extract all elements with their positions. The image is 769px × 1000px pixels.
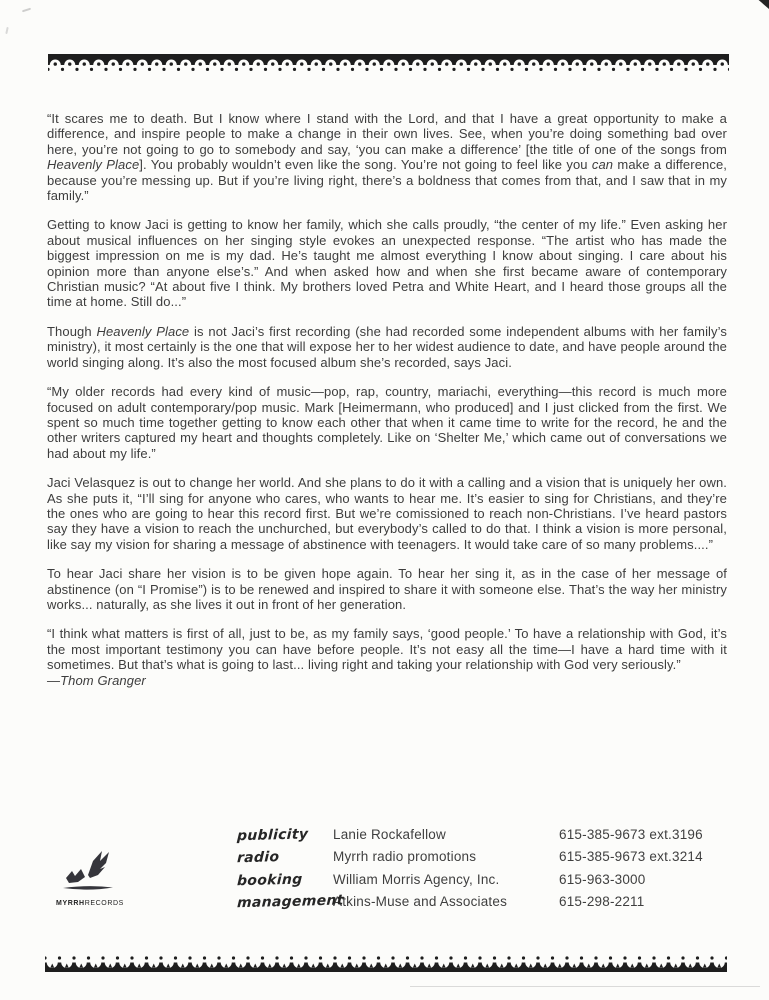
contact-phone: 615-298-2211 <box>559 894 645 910</box>
scan-line-artifact <box>410 986 760 987</box>
dove-mark-icon <box>55 845 125 893</box>
contact-label: management <box>236 892 345 912</box>
body-paragraph: “It scares me to death. But I know where I stand with the Lord, and that I have a great opportunity to make a difference, and inspire people to make a change in their own lives. See, when you’re doing something bad over here, you’re not going to go to somebody and say, ‘you can make a difference’ [the title of one of the songs from Heavenly Place]. You probably wouldn’t even like the song. You’re not going to feel like you can make a difference, because you’re messing up. But if you’re living right, there’s a boldness that comes from that, and I saw that in my family.” <box>47 111 727 204</box>
scan-speck-artifact <box>22 8 31 13</box>
decorative-border-top <box>48 54 729 72</box>
contact-label: publicity <box>236 826 309 845</box>
myrrh-records-logo <box>49 845 131 907</box>
contact-name: Atkins-Muse and Associates <box>333 894 508 910</box>
scan-speck-artifact <box>5 27 8 34</box>
body-paragraph: “My older records had every kind of music—pop, rap, country, mariachi, everything—this record is much more focused on adult contemporary/pop music. Mark [Heimermann, who produced] and I just clicked from the first. We spent so much time together getting to know each other that when it came time to write for the record, he and the other writers captured my heart and thoughts completely. Like on ‘Shelter Me,’ which came out of conversations we had about my life.” <box>47 384 727 461</box>
body-paragraph: Though Heavenly Place is not Jaci’s first recording (she had recorded some independent albums with her family’s ministry), it most certainly is the one that will expose her to her widest audience to date, and have people around the world singing along. It’s also the most focused album she’s recorded, says Jaci. <box>47 323 727 370</box>
body-paragraph: “I think what matters is first of all, just to be, as my family says, ‘good people.’ To have a relationship with God, it’s the most important testimony you can have before people. It’s not easy all the time—I have a hard time with it sometimes. But that’s what is going to last... living right and taking your relationship with God very seriously.” <box>47 626 727 673</box>
contact-name: Lanie Rockafellow <box>333 827 446 842</box>
scan-corner-artifact <box>756 0 769 9</box>
body-paragraph: Jaci Velasquez is out to change her world. And she plans to do it with a calling and a vision that is uniquely her own. As she puts it, “I’ll sing for anyone who cares, who wants to hear me. It’s easier to sing for Christians, and they’re the ones who are going to hear this record first. But we’re comissioned to reach non-Christians. I’ve heard pastors say they have a vision to reach the unchurched, but everybody’s called to do that. I think a vision is more personal, like say my vision for sharing a message of abstinence with teenagers. It would take care of so many problems....” <box>47 475 727 552</box>
logo-suffix: RECORDS <box>84 900 124 907</box>
contact-label: radio <box>236 849 280 867</box>
byline: —Thom Granger <box>47 672 146 688</box>
body-paragraph: To hear Jaci share her vision is to be given hope again. To hear her sing it, as in the case of her message of abstinence (on “I Promise”) is to be renewed and inspired to share it with someone else. That’s the way her ministry works... naturally, as she lives it out in front of her generation. <box>47 566 727 612</box>
contact-phone: 615-385-9673 ext.3214 <box>559 849 703 865</box>
body-paragraph: Getting to know Jaci is getting to know her family, which she calls proudly, “the center of my life.” Even asking her about musical influences on her singing style evokes an unexpected response. “The artist who has made the biggest impression on me is my dad. He’s taught me almost everything I know about singing. I care about his opinion more than anyone else’s.” And when asked how and when she first became aware of contemporary Christian music? “At about five I think. My brothers loved Petra and White Heart, and I heard those groups all the time at home. Still do...” <box>47 217 727 310</box>
logo-brand: MYRRH <box>56 900 85 907</box>
contact-phone: 615-385-9673 ext.3196 <box>559 827 703 842</box>
article-body <box>47 111 727 688</box>
contact-block <box>237 824 703 914</box>
contact-name: Myrrh radio promotions <box>333 849 477 865</box>
decorative-border-bottom <box>45 955 727 974</box>
contact-label: booking <box>236 871 303 890</box>
logo-wordmark <box>49 900 131 907</box>
contact-name: William Morris Agency, Inc. <box>333 871 500 887</box>
contact-phone: 615-963-3000 <box>559 871 646 887</box>
